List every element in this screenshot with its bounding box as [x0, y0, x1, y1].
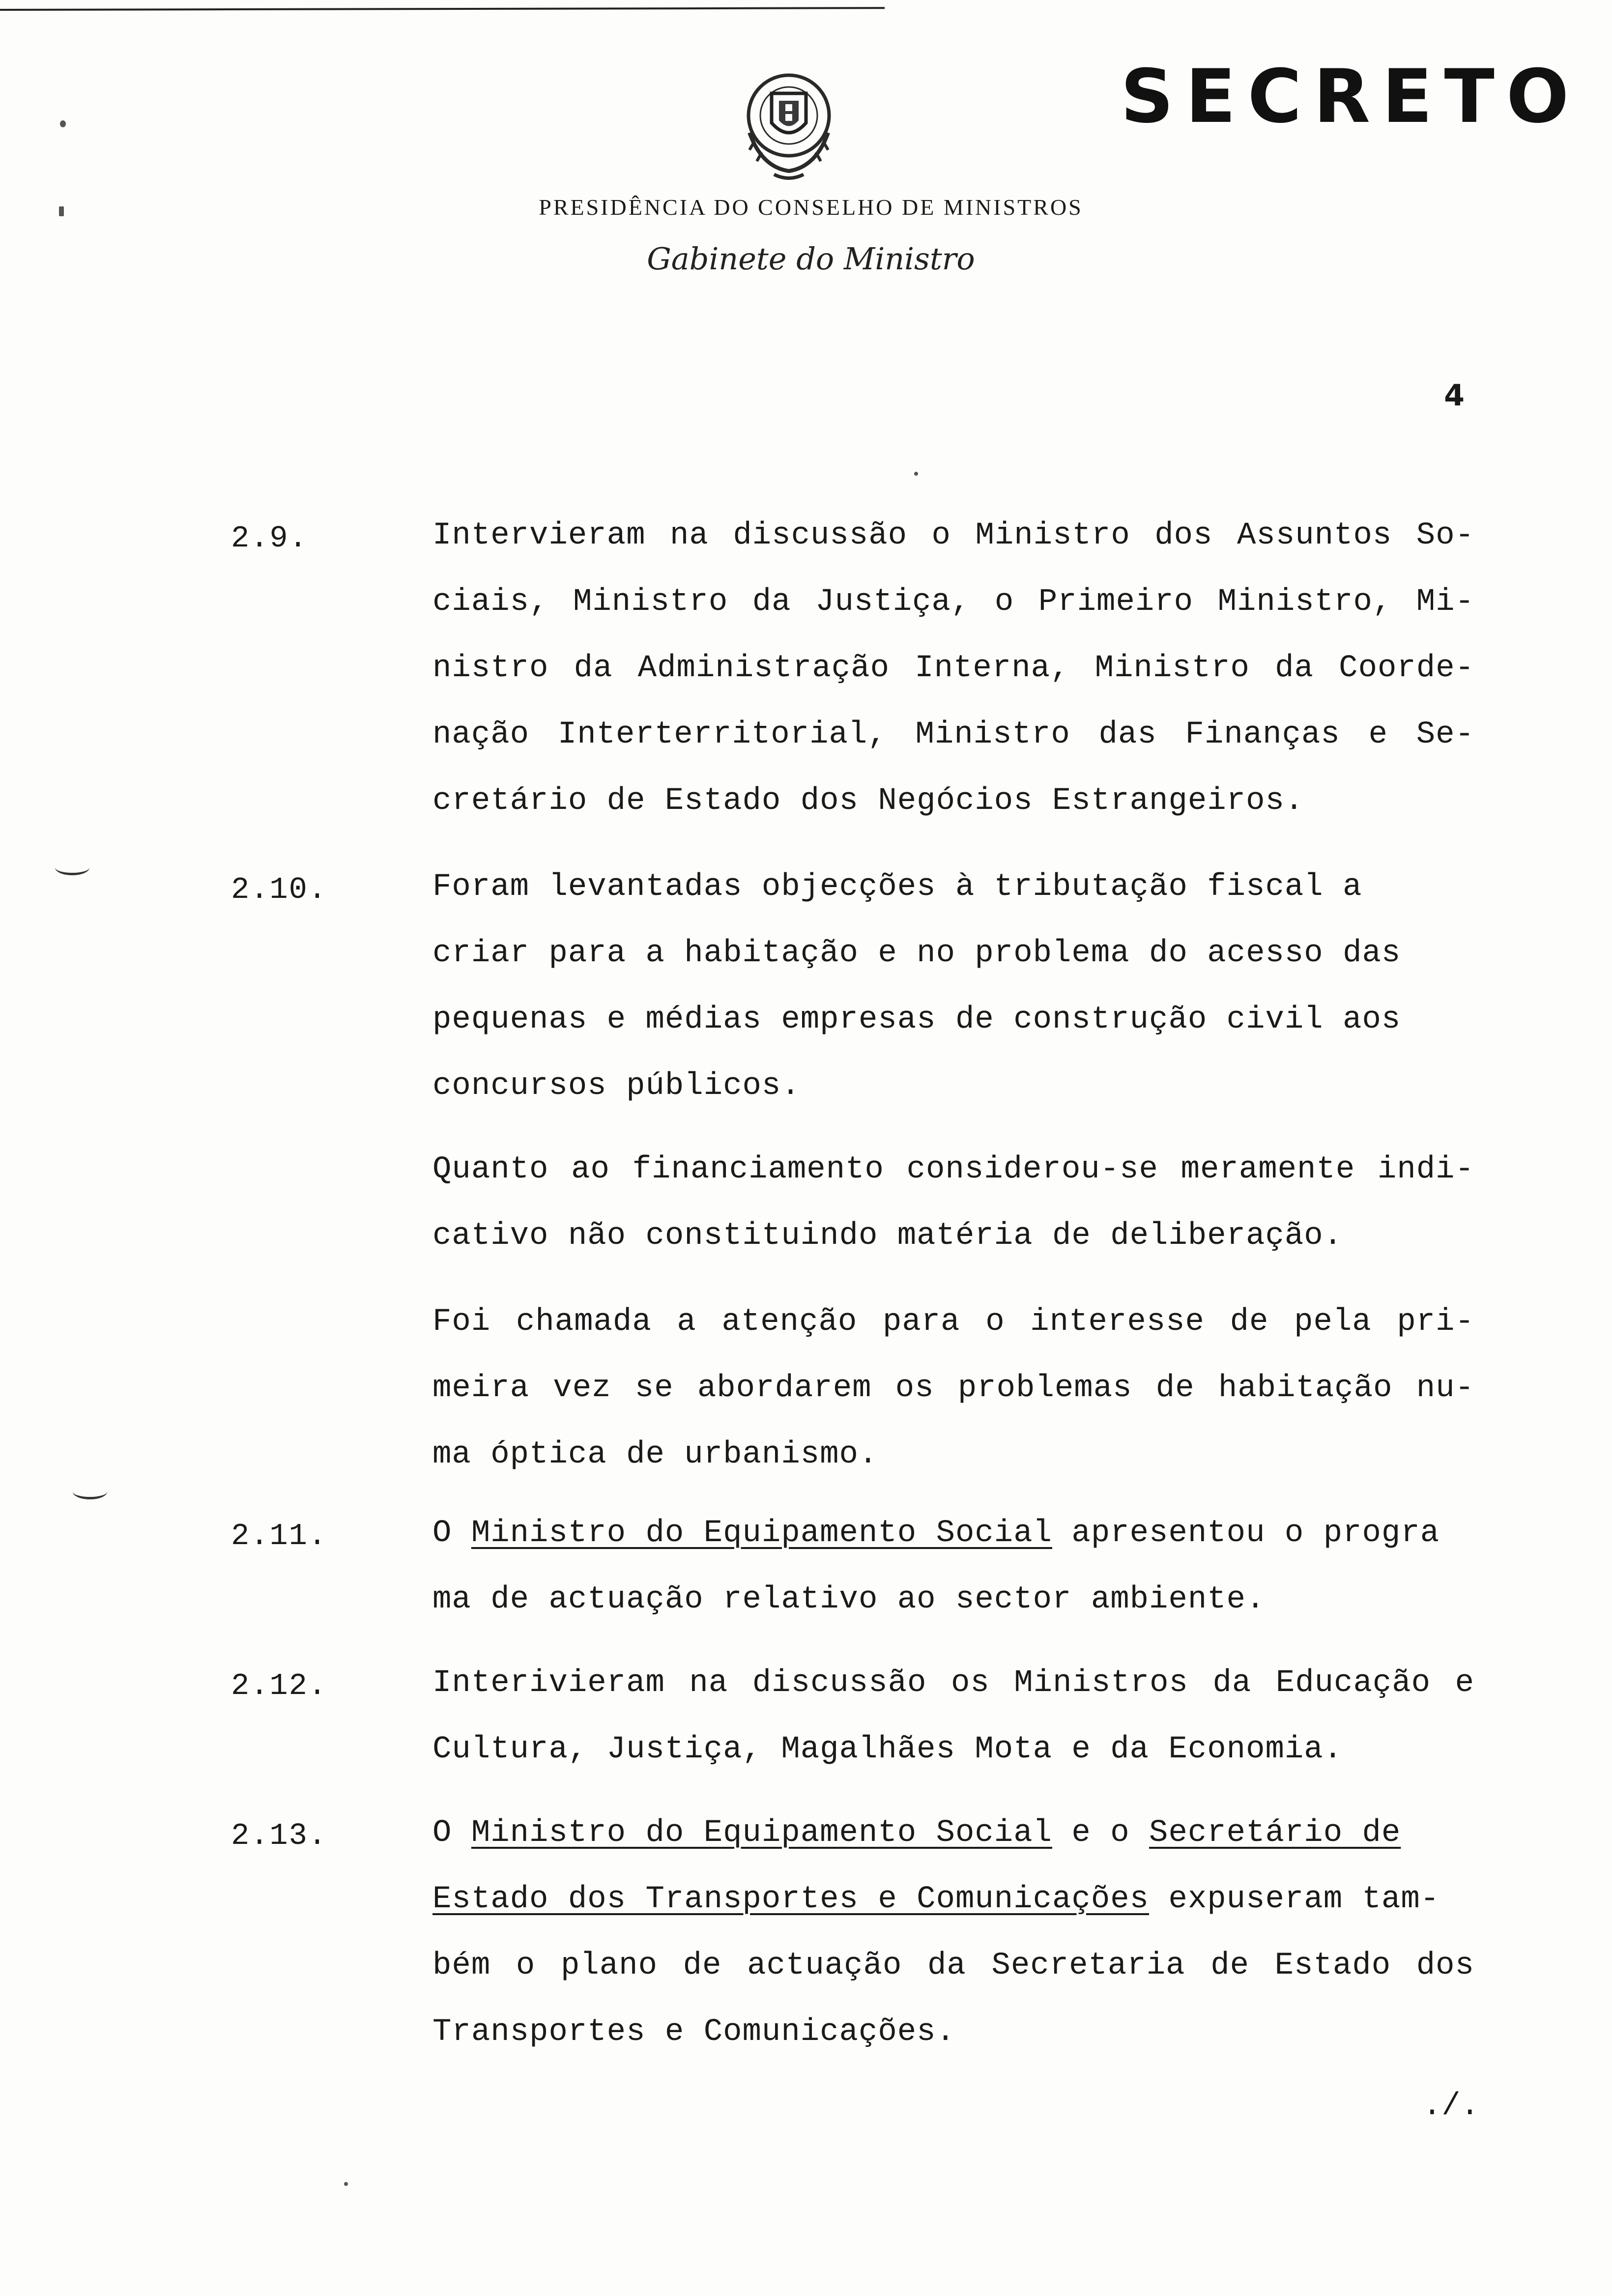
punch-hole-mark	[73, 1484, 107, 1499]
scan-speck	[60, 120, 66, 127]
paragraph-line: cativo não constituindo matéria de deliberação.	[432, 1218, 1343, 1254]
word: ao	[571, 1152, 610, 1187]
word: actuação	[747, 1948, 902, 1983]
paragraph-line	[432, 582, 1474, 622]
word: para	[882, 1304, 960, 1340]
word: o	[931, 518, 951, 553]
word: de	[1210, 1948, 1249, 1983]
word: na	[689, 1665, 728, 1701]
classification-stamp: SECRETO	[1121, 54, 1581, 140]
word: nistro	[432, 651, 549, 686]
word: das	[1098, 717, 1157, 752]
word: considerou-se	[906, 1152, 1158, 1187]
punch-hole-mark	[55, 860, 89, 875]
word: se	[634, 1371, 674, 1406]
word: Coorde-	[1339, 651, 1474, 686]
word: de	[1155, 1371, 1195, 1406]
word: So-	[1416, 518, 1474, 553]
scan-speck	[914, 472, 918, 476]
word: Intervieram	[432, 518, 646, 553]
text-run: O	[432, 1516, 452, 1551]
word: a	[677, 1304, 696, 1340]
word: Educação	[1275, 1665, 1431, 1701]
word: e	[1368, 717, 1388, 752]
word: dos	[1154, 518, 1213, 553]
coat-of-arms-emblem	[727, 64, 850, 187]
word: problemas	[957, 1371, 1132, 1406]
word: discussão	[752, 1665, 927, 1701]
word: Primeiro	[1038, 584, 1194, 620]
word: Ministro	[1094, 651, 1250, 686]
institution-heading: PRESIDÊNCIA DO CONSELHO DE MINISTROS	[539, 195, 1083, 220]
text-run: apresentou o progra	[1071, 1516, 1440, 1551]
word: ciais,	[432, 584, 549, 620]
word: Interterritorial,	[557, 717, 887, 752]
paragraph-number: 2.12.	[231, 1668, 328, 1703]
word: Quanto	[432, 1152, 549, 1187]
paragraph-line: criar para a habitação e no problema do acesso das	[432, 936, 1401, 971]
word: Finanças	[1185, 717, 1340, 752]
paragraph-line: concursos públicos.	[432, 1068, 801, 1104]
paragraph-line	[432, 649, 1474, 688]
word: Estado	[1274, 1948, 1391, 1983]
paragraph-line	[432, 1302, 1474, 1342]
word: da	[1275, 651, 1314, 686]
word: Ministros	[1014, 1665, 1188, 1701]
continuation-mark: ./.	[1422, 2089, 1479, 2124]
word: pri-	[1397, 1304, 1474, 1340]
word: chamada	[516, 1304, 652, 1340]
word: Ministro	[915, 717, 1070, 752]
scan-edge-line	[0, 7, 885, 11]
text-run: O	[432, 1815, 452, 1851]
word: dos	[1416, 1948, 1474, 1983]
word: Foi	[432, 1304, 491, 1340]
word: os	[895, 1371, 934, 1406]
word: meira	[432, 1371, 530, 1406]
word: plano	[560, 1948, 658, 1983]
paragraph-line	[432, 715, 1474, 754]
word: os	[950, 1665, 990, 1701]
paragraph-line: ma de actuação relativo ao sector ambiente.	[432, 1582, 1266, 1617]
paragraph-line	[432, 1664, 1474, 1703]
paragraph-number: 2.9.	[231, 521, 308, 556]
word: pela	[1294, 1304, 1372, 1340]
scan-speck	[344, 2182, 348, 2186]
paragraph-number: 2.10.	[231, 872, 328, 907]
paragraph-line: pequenas e médias empresas de construção civil aos	[432, 1002, 1401, 1037]
word: Administração	[637, 651, 890, 686]
word: Interivieram	[432, 1665, 665, 1701]
word: da	[752, 584, 791, 620]
text-run: e o	[1071, 1815, 1130, 1851]
word: e	[1455, 1665, 1474, 1701]
paragraph-line	[432, 1150, 1474, 1189]
word: Se-	[1416, 717, 1474, 752]
word: Assuntos	[1237, 518, 1392, 553]
word: na	[670, 518, 709, 553]
word: discussão	[733, 518, 907, 553]
underlined-minister-name: Ministro do Equipamento Social	[471, 1815, 1052, 1851]
paragraph-line	[432, 1946, 1474, 1985]
word: o	[516, 1948, 536, 1983]
word: atenção	[721, 1304, 858, 1340]
paragraph-number: 2.11.	[231, 1519, 328, 1553]
underlined-secretary-title: Secretário de	[1149, 1815, 1401, 1851]
word: Interna,	[915, 651, 1070, 686]
paragraph-line	[432, 1813, 1474, 1853]
paragraph-line: cretário de Estado dos Negócios Estrangeiros.	[432, 783, 1304, 819]
text-run: expuseram tam-	[1168, 1882, 1440, 1917]
paragraph-line: Cultura, Justiça, Magalhães Mota e da Economia.	[432, 1732, 1343, 1767]
paragraph-line	[432, 1369, 1474, 1408]
word: financiamento	[632, 1152, 884, 1187]
underlined-minister-name: Ministro do Equipamento Social	[471, 1516, 1052, 1551]
word: Secretaria	[991, 1948, 1185, 1983]
word: o	[994, 584, 1014, 620]
word: interesse	[1030, 1304, 1205, 1340]
paragraph-number: 2.13.	[231, 1818, 328, 1853]
word: nação	[432, 717, 530, 752]
word: habitação	[1218, 1371, 1393, 1406]
office-subheading: Gabinete do Ministro	[647, 241, 975, 277]
word: Justiça,	[815, 584, 971, 620]
word: nu-	[1416, 1371, 1474, 1406]
scan-speck	[59, 206, 64, 216]
word: de	[683, 1948, 722, 1983]
paragraph-line	[432, 1514, 1474, 1553]
word: Ministro,	[1217, 584, 1392, 620]
word: Ministro	[573, 584, 728, 620]
word: meramente	[1180, 1152, 1355, 1187]
word: bém	[432, 1948, 491, 1983]
word: indi-	[1377, 1152, 1474, 1187]
word: vez	[553, 1371, 611, 1406]
word: de	[1230, 1304, 1269, 1340]
underlined-secretariat-name: Estado dos Transportes e Comunicações	[432, 1882, 1150, 1917]
word: da	[574, 651, 613, 686]
paragraph-line: Transportes e Comunicações.	[432, 2014, 955, 2050]
paragraph-line: ma óptica de urbanismo.	[432, 1437, 878, 1472]
word: da	[927, 1948, 966, 1983]
paragraph-line: Foram levantadas objecções à tributação fiscal a	[432, 869, 1362, 905]
paragraph-line	[432, 1880, 1474, 1919]
word: da	[1212, 1665, 1252, 1701]
page-number: 4	[1444, 378, 1465, 413]
word: o	[985, 1304, 1005, 1340]
paragraph-line	[432, 516, 1474, 555]
word: abordarem	[697, 1371, 872, 1406]
word: Ministro	[975, 518, 1130, 553]
word: Mi-	[1416, 584, 1474, 620]
